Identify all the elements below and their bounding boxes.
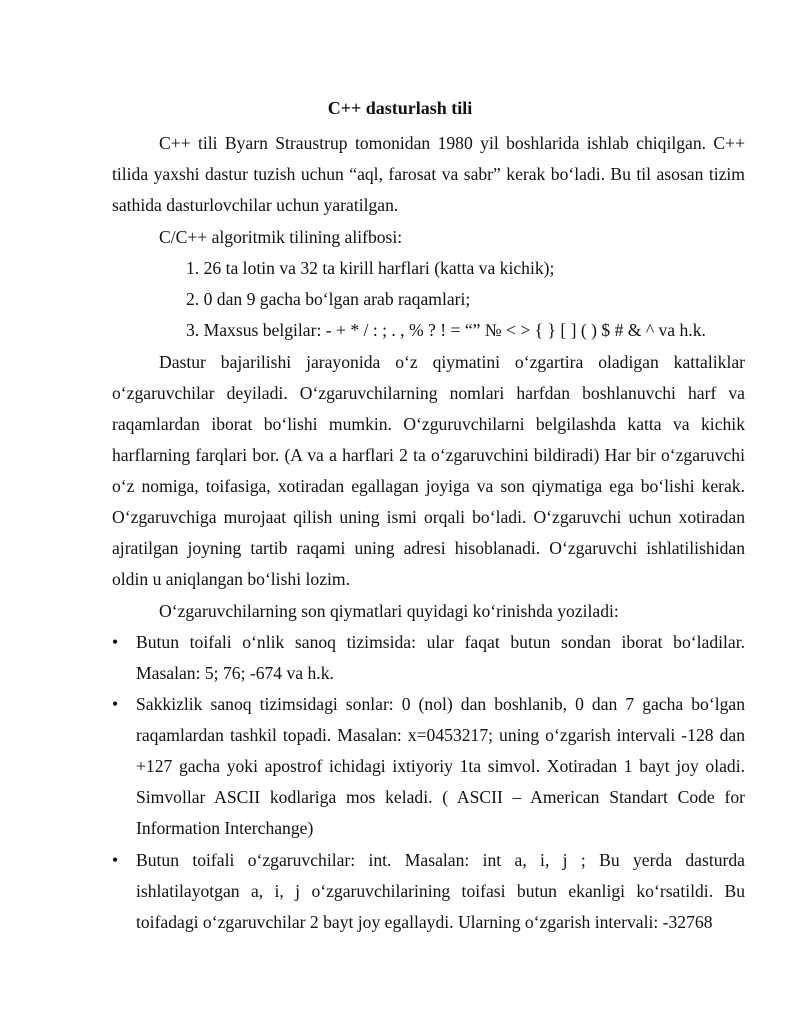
alphabet-heading: C/C++ algoritmik tilining alifbosi: [159,227,403,247]
bullet-item [112,845,745,938]
bullet-item [112,689,745,844]
variables-paragraph: Dastur bajarilishi jarayonida o‘z qiymatini o‘zgartira oladigan kattaliklar o‘zgaruvchilar deyiladi. O‘zgaruvchilarning nomlari harfdan boshlanuvchi harf va raqamlardan iborat bo‘lishi mumkin. O‘zguruvchilarni belgilashda katta va kichik harflarning farqlari bor. (A va a harflari 2 ta o‘zgaruvchini bildiradi) Har bir o‘zgaruvchi o‘z nomiga, toifasiga, xotiradan egallagan joyiga va son qiymatiga ega bo‘lishi kerak. O‘zgaruvchiga murojaat qilish uning ismi orqali bo‘ladi. O‘zgaruvchi uchun xotiradan ajratilgan joyning tartib raqami uning adresi hisoblanadi. O‘zgaruvchi ishlatilishidan oldin u aniqlangan bo‘lishi lozim. [112,352,745,589]
document-title: C++ dasturlash tili [327,98,473,118]
alphabet-list [186,253,706,346]
list-item: 1. 26 ta lotin va 32 ta kirill harflari (katta va kichik); [186,258,555,278]
bullet-icon: • [112,694,119,714]
bullet-text: Sakkizlik sanoq tizimsidagi sonlar: 0 (nol) dan boshlanib, 0 dan 7 gacha bo‘lgan raqamlardan tashkil topadi. Masalan: x=0453217; uning o‘zgarish intervali -128 dan +127 gacha yoki apostrof ichidagi ixtiyoriy 1ta simvol. Xotiradan 1 bayt joy oladi. Simvollar ASCII kodlariga mos keladi. ( ASCII – American Standart Code for Information Interchange) [136,694,745,838]
bullet-icon: • [112,850,119,870]
intro-paragraph: C++ tili Byarn Straustrup tomonidan 1980 yil boshlarida ishlab chiqilgan. C++ tilida yaxshi dastur tuzish uchun “aql, farosat va sabr” kerak bo‘ladi. Bu til asosan tizim sathida dasturlovchilar uchun yaratilgan. [112,133,745,215]
bullet-item [112,627,745,689]
bullet-text: Butun toifali o‘nlik sanoq tizimsida: ular faqat butun sondan iborat bo‘ladilar. Masalan: 5; 76; -674 va h.k. [136,632,745,683]
bullet-icon: • [112,632,119,652]
values-intro: O‘zgaruvchilarning son qiymatlari quyidagi ko‘rinishda yoziladi: [159,601,619,621]
list-item: 2. 0 dan 9 gacha bo‘lgan arab raqamlari; [186,289,471,309]
bullet-text: Butun toifali o‘zgaruvchilar: int. Masalan: int a, i, j ; Bu yerda dasturda ishlatilayotgan a, i, j o‘zgaruvchilarining toifasi butun ekanligi ko‘rsatildi. Bu toifadagi o‘zgaruvchilar 2 bayt joy egallaydi. Ularning o‘zgarish intervali: -32768 [136,850,745,932]
list-item: 3. Maxsus belgilar: - + * / : ; . , % ? ! = “” № < > { } [ ] ( ) $ # & ^ va h.k. [186,320,706,340]
